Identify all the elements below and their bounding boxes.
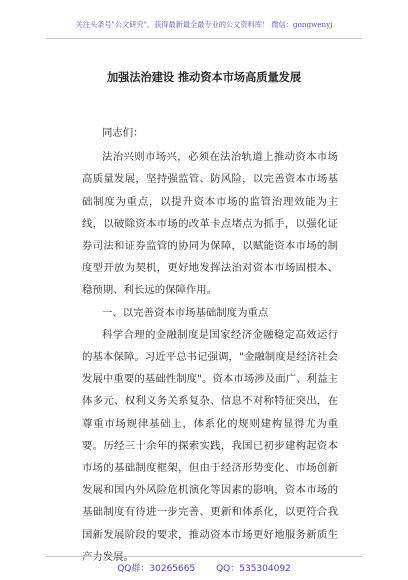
document-title: 加强法治建设 推动资本市场高质量发展: [106, 70, 302, 84]
footer: [0, 561, 408, 574]
header-note: 关注头条号"公文研究"，获得最新最全最专业的公文资料库！ 微信：gongwenyj: [75, 20, 333, 29]
qq-group-number: QQ群：30265665: [117, 564, 196, 574]
intro-paragraph: 法治兴则市场兴，必须在法治轨道上推动资本市场高质量发展，坚持强监管、防风险，以完善资本市场基础制度为重点，以提升资本市场的监管治理效能为主线，以破除资本市场的改革卡点堵点为抓手，以强化证券司法和证券监管的协同为保障，以赋能资本市场的制度型开放为契机，更好地发挥法治对资本市场固根本、稳预期、利长远的保障作用。: [82, 151, 338, 297]
greeting: 同志们：: [102, 127, 144, 139]
qq-number: QQ：535304092: [216, 564, 291, 574]
section-heading: 一、以完善资本市场基础制度为重点: [102, 306, 269, 319]
footer-divider: [46, 556, 362, 557]
section-paragraph: 科学合理的金融制度是国家经济金融稳定高效运行的基本保障。习近平总书记强调，"金融制度是经济社会发展中重要的基础性制度"。资本市场涉及面广、利益主体多元、权利义务关系复杂、信息不对称特征突出，在尊重市场规律基础上，体系化的规则建构显得尤为重要。历经三十余年的探索实践，我国已初步建构起资本市场的基础制度框架，但由于经济形势变化、市场创新发展和国内外风险危机演化等因素的影响，资本市场的基础制度有待进一步完善、更新和体系化，以更符合我国新发展阶段的要求，推动资本市场更好地服务新质生产力发展。: [82, 328, 338, 563]
header-divider: [46, 38, 362, 39]
document-body: [82, 122, 338, 568]
